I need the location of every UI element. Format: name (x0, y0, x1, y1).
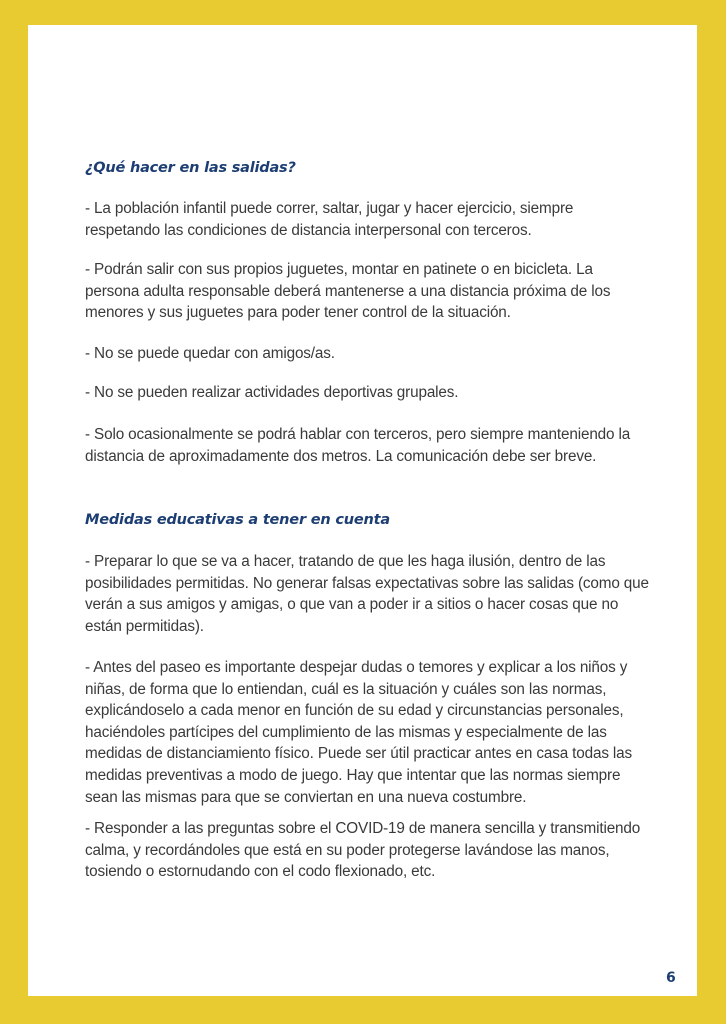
text-line: distancia de aproximadamente dos metros. La comunicación debe ser breve. (85, 447, 597, 465)
text-line: niñas, de forma que lo entiendan, cuál es la situación y cuáles son las normas, (85, 680, 607, 698)
text-line: medidas preventivas a modo de juego. Hay que intentar que las normas siempre (85, 766, 621, 784)
text-line: calma, y recordándoles que está en su poder protegerse lavándose las manos, (85, 841, 610, 859)
text-line: - No se pueden realizar actividades deportivas grupales. (85, 384, 459, 401)
text-line: haciéndoles partícipes del cumplimiento de las mismas y especialmente de las (85, 723, 607, 741)
paragraph (85, 551, 649, 637)
paragraph (85, 382, 458, 404)
text-line: tosiendo o estornudando con el codo flexionado, etc. (85, 863, 436, 881)
paragraph (85, 424, 630, 467)
text-line: sean las mismas para que se conviertan en una nueva costumbre. (85, 788, 527, 806)
text-line: explicándoselo a cada menor en función de su edad y circunstancias personales, (85, 702, 624, 720)
text-line: posibilidades permitidas. No generar falsas expectativas sobre las salidas (como que (85, 574, 649, 592)
text-line: persona adulta responsable deberá mantenerse a una distancia próxima de los (85, 282, 611, 300)
page-number: 6 (666, 970, 676, 986)
text-line: medidas de distanciamiento físico. Puede ser útil practicar antes en casa todas las (85, 745, 633, 763)
text-line: - La población infantil puede correr, saltar, jugar y hacer ejercicio, siempre (85, 200, 574, 217)
text-line: - Responder a las preguntas sobre el COVID-19 de manera sencilla y transmitiendo (85, 820, 641, 837)
text-line: - Solo ocasionalmente se podrá hablar con terceros, pero siempre manteniendo la (85, 426, 631, 443)
text-line: - No se puede quedar con amigos/as. (85, 345, 335, 362)
section-heading-salidas: ¿Qué hacer en las salidas? (85, 160, 296, 176)
paragraph (85, 343, 335, 365)
text-line: están permitidas). (85, 617, 204, 635)
section-heading-medidas: Medidas educativas a tener en cuenta (85, 512, 390, 528)
text-line: - Podrán salir con sus propios juguetes, montar en patinete o en bicicleta. La (85, 261, 593, 278)
paragraph (85, 259, 610, 324)
text-line: respetando las condiciones de distancia interpersonal con terceros. (85, 221, 532, 239)
text-line: verán a sus amigos y amigas, o que van a poder ir a sitios o hacer cosas que no (85, 596, 619, 614)
text-line: - Preparar lo que se va a hacer, tratando de que les haga ilusión, dentro de las (85, 553, 606, 570)
paragraph (85, 198, 573, 241)
paragraph (85, 657, 632, 808)
text-line: - Antes del paseo es importante despejar dudas o temores y explicar a los niños y (85, 659, 628, 676)
document-page (28, 25, 697, 996)
text-line: menores y sus juguetes para poder tener control de la situación. (85, 304, 511, 322)
paragraph (85, 818, 640, 883)
